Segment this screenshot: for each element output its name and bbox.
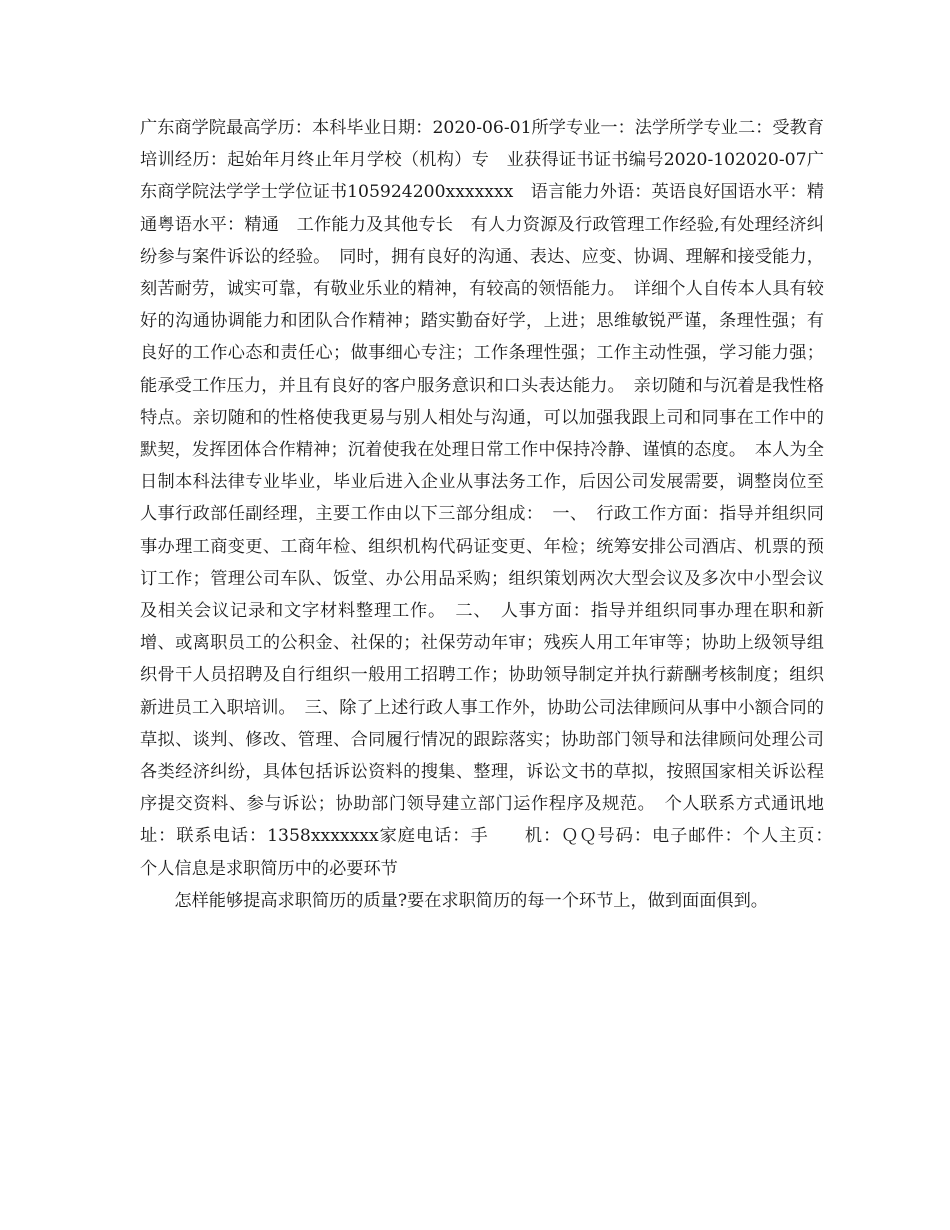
document-page [140, 112, 859, 917]
closing-paragraph: 怎样能够提高求职简历的质量?要在求职简历的每一个环节上，做到面面俱到。 [174, 890, 768, 911]
resume-body-paragraph: 广东商学院最高学历：本科毕业日期：2020-06-01所学专业一：法学所学专业二：受教育培训经历：起始年月终止年月学校（机构）专 业获得证书证书编号2020-102020-07广东商学院法学学士学位证书105924200xxxxxxx 语言能力外语：英语良好国语水平：精通粤语水平：精通 工作能力及其他专长 有人力资源及行政管理工作经验,有处理经济纠纷参与案件诉讼的经验。 同时，拥有良好的沟通、表达、应变、协调、理解和接受能力，刻苦耐劳，诚实可靠，有敬业乐业的精神，有较高的领悟能力。 详细个人自传本人具有较好的沟通协调能力和团队合作精神；踏实勤奋好学，上进；思维敏锐严谨，条理性强；有良好的工作心态和责任心；做事细心专注；工作条理性强；工作主动性强，学习能力强；能承受工作压力，并且有良好的客户服务意识和口头表达能力。 亲切随和与沉着是我性格特点。亲切随和的性格使我更易与别人相处与沟通，可以加强我跟上司和同事在工作中的默契，发挥团体合作精神；沉着使我在处理日常工作中保持冷静、谨慎的态度。 本人为全日制本科法律专业毕业，毕业后进入企业从事法务工作，后因公司发展需要，调整岗位至人事行政部任副经理，主要工作由以下三部分组成： 一、 行政工作方面：指导并组织同事办理工商变更、工商年检、组织机构代码证变更、年检；统筹安排公司酒店、机票的预订工作；管理公司车队、饭堂、办公用品采购；组织策划两次大型会议及多次中小型会议及相关会议记录和文字材料整理工作。 二、 人事方面：指导并组织同事办理在职和新增、或离职员工的公积金、社保的；社保劳动年审；残疾人用工年审等；协助上级领导组织骨干人员招聘及自行组织一般用工招聘工作；协助领导制定并执行薪酬考核制度；组织新进员工入职培训。 三、除了上述行政人事工作外，协助公司法律顾问从事中小额合同的草拟、谈判、修改、管理、合同履行情况的跟踪落实；协助部门领导和法律顾问处理公司各类经济纠纷，具体包括诉讼资料的搜集、整理，诉讼文书的草拟，按照国家相关诉讼程序提交资料、参与诉讼；协助部门领导建立部门运作程序及规范。 个人联系方式通讯地址：联系电话：1358xxxxxxx家庭电话：手 机：ＱＱ号码：电子邮件：个人主页： 个人信息是求职简历中的必要环节 [140, 118, 859, 879]
